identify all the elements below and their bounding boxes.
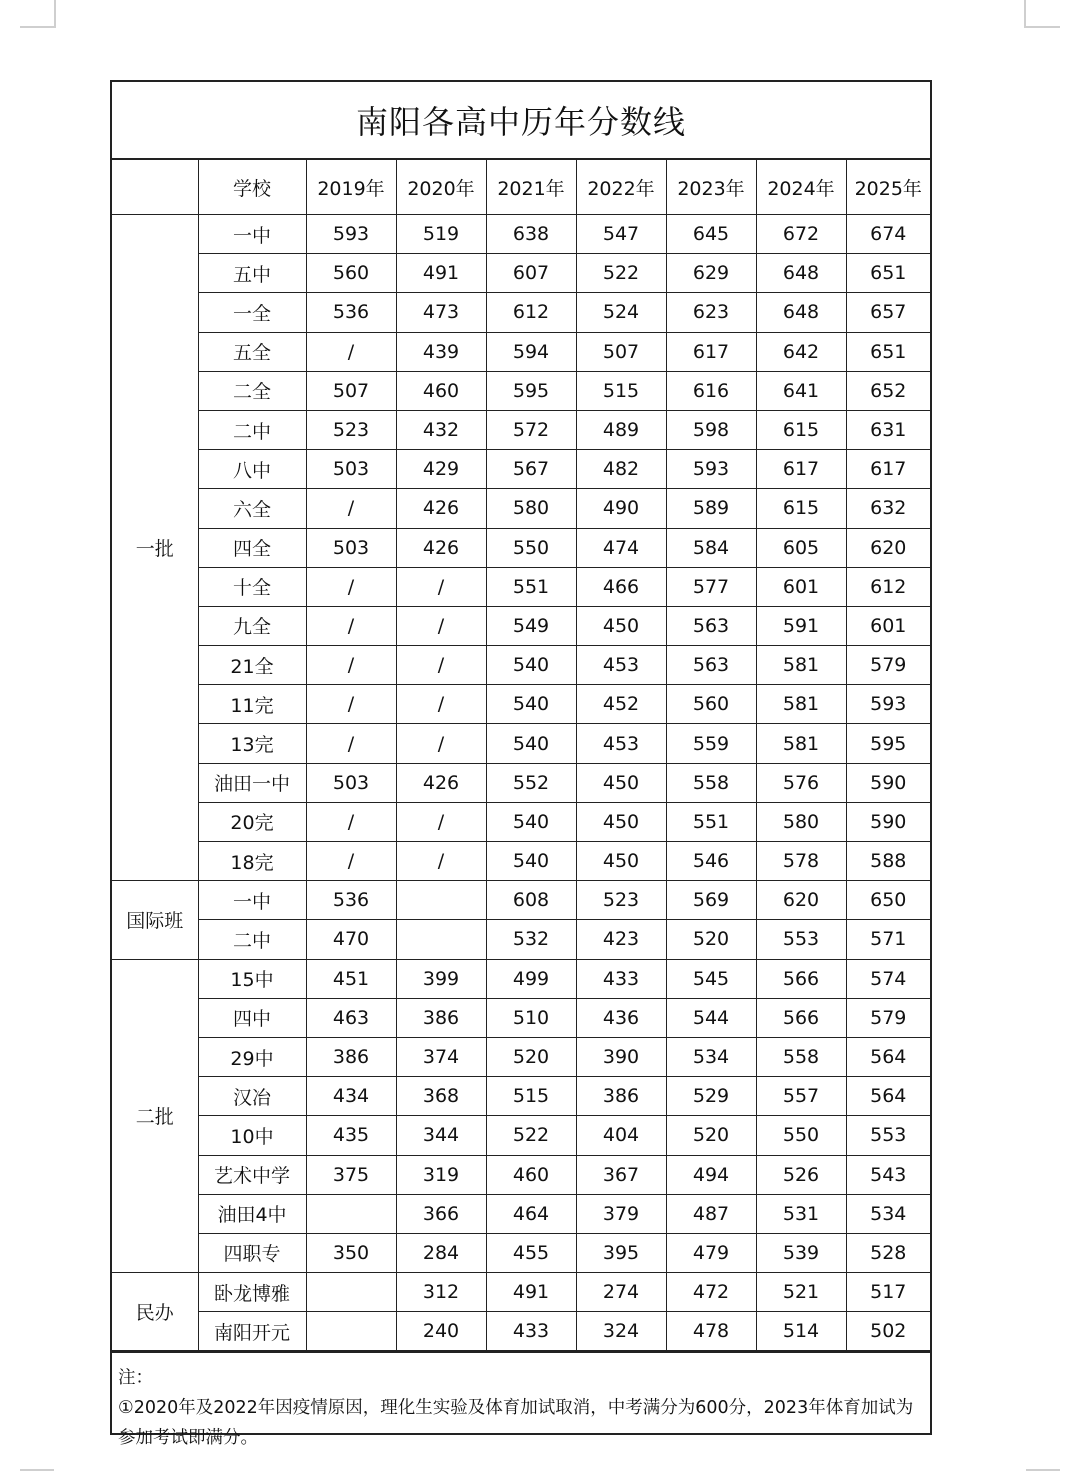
score-cell: 595 xyxy=(846,724,930,763)
score-cell: / xyxy=(306,606,396,645)
score-cell: 558 xyxy=(666,763,756,802)
score-cell: 515 xyxy=(486,1077,576,1116)
score-cell: 519 xyxy=(396,215,486,254)
score-cell: 563 xyxy=(666,606,756,645)
score-cell: 620 xyxy=(846,528,930,567)
table-row xyxy=(112,1273,930,1312)
header-year: 2020年 xyxy=(396,160,486,215)
score-cell: 540 xyxy=(486,685,576,724)
score-cell: 560 xyxy=(306,254,396,293)
score-cell: 540 xyxy=(486,802,576,841)
score-cell: 470 xyxy=(306,920,396,959)
school-name: 五全 xyxy=(198,332,306,371)
score-cell: 566 xyxy=(756,959,846,998)
table-row xyxy=(112,410,930,449)
score-cell: 553 xyxy=(756,920,846,959)
score-cell: 574 xyxy=(846,959,930,998)
crop-mark-top-left xyxy=(20,0,56,28)
score-cell: 546 xyxy=(666,842,756,881)
score-cell: 455 xyxy=(486,1233,576,1272)
score-cell: 674 xyxy=(846,215,930,254)
score-cell: / xyxy=(396,606,486,645)
score-cell: 491 xyxy=(486,1273,576,1312)
score-cell: / xyxy=(396,567,486,606)
score-cell: 350 xyxy=(306,1233,396,1272)
school-name: 29中 xyxy=(198,1037,306,1076)
score-cell: 645 xyxy=(666,215,756,254)
score-cell: 578 xyxy=(756,842,846,881)
score-cell: 453 xyxy=(576,724,666,763)
score-cell: 517 xyxy=(846,1273,930,1312)
score-cell: 450 xyxy=(576,842,666,881)
score-cell xyxy=(396,920,486,959)
table-row xyxy=(112,254,930,293)
score-cell: / xyxy=(306,646,396,685)
score-cell: 520 xyxy=(486,1037,576,1076)
score-cell: 550 xyxy=(486,528,576,567)
score-cell: 433 xyxy=(486,1312,576,1351)
score-cell: / xyxy=(306,489,396,528)
score-cell: 390 xyxy=(576,1037,666,1076)
score-cell: 617 xyxy=(756,450,846,489)
school-name: 九全 xyxy=(198,606,306,645)
score-cell: 474 xyxy=(576,528,666,567)
school-name: 油田4中 xyxy=(198,1194,306,1233)
score-cell: 514 xyxy=(756,1312,846,1351)
score-cell: 576 xyxy=(756,763,846,802)
score-cell: 450 xyxy=(576,763,666,802)
score-cell: 540 xyxy=(486,724,576,763)
score-cell: 615 xyxy=(756,489,846,528)
score-cell: 595 xyxy=(486,371,576,410)
score-cell: 651 xyxy=(846,332,930,371)
school-name: 一全 xyxy=(198,293,306,332)
score-cell: 540 xyxy=(486,646,576,685)
score-cell: 528 xyxy=(846,1233,930,1272)
table-row xyxy=(112,842,930,881)
score-cell: 615 xyxy=(756,410,846,449)
score-cell: / xyxy=(396,724,486,763)
score-cell: 479 xyxy=(666,1233,756,1272)
score-cell: 274 xyxy=(576,1273,666,1312)
score-table xyxy=(112,160,930,1351)
score-sheet xyxy=(110,80,932,1449)
score-cell: 612 xyxy=(846,567,930,606)
crop-mark-top-right xyxy=(1024,0,1060,28)
score-cell: 532 xyxy=(486,920,576,959)
score-cell: / xyxy=(396,842,486,881)
score-cell: 432 xyxy=(396,410,486,449)
score-cell: 452 xyxy=(576,685,666,724)
score-cell: / xyxy=(396,646,486,685)
header-year: 2025年 xyxy=(846,160,930,215)
score-cell: 284 xyxy=(396,1233,486,1272)
footnote-label: 注： xyxy=(118,1368,153,1389)
group-label: 二批 xyxy=(112,959,198,1273)
score-cell: 579 xyxy=(846,998,930,1037)
score-cell: 623 xyxy=(666,293,756,332)
score-cell: 507 xyxy=(576,332,666,371)
score-cell: 617 xyxy=(666,332,756,371)
score-cell: 521 xyxy=(756,1273,846,1312)
score-cell: 641 xyxy=(756,371,846,410)
score-cell: / xyxy=(396,802,486,841)
score-cell: 460 xyxy=(486,1155,576,1194)
table-row xyxy=(112,567,930,606)
score-cell xyxy=(306,1273,396,1312)
score-cell: 577 xyxy=(666,567,756,606)
score-cell: 567 xyxy=(486,450,576,489)
score-cell: 551 xyxy=(666,802,756,841)
score-cell: 672 xyxy=(756,215,846,254)
header-year: 2022年 xyxy=(576,160,666,215)
score-cell: 590 xyxy=(846,763,930,802)
score-cell: 620 xyxy=(756,881,846,920)
school-name: 艺术中学 xyxy=(198,1155,306,1194)
score-cell: 558 xyxy=(756,1037,846,1076)
table-row xyxy=(112,489,930,528)
school-name: 八中 xyxy=(198,450,306,489)
score-cell: / xyxy=(306,567,396,606)
score-cell: 590 xyxy=(846,802,930,841)
school-name: 二中 xyxy=(198,920,306,959)
score-cell: 344 xyxy=(396,1116,486,1155)
score-cell: 550 xyxy=(756,1116,846,1155)
table-row xyxy=(112,881,930,920)
score-cell: 473 xyxy=(396,293,486,332)
school-name: 六全 xyxy=(198,489,306,528)
score-cell: 616 xyxy=(666,371,756,410)
score-cell: / xyxy=(306,685,396,724)
score-cell: 580 xyxy=(486,489,576,528)
score-cell: 536 xyxy=(306,881,396,920)
score-cell: 502 xyxy=(846,1312,930,1351)
score-cell: / xyxy=(306,332,396,371)
score-cell: 608 xyxy=(486,881,576,920)
score-cell: 594 xyxy=(486,332,576,371)
school-name: 汉冶 xyxy=(198,1077,306,1116)
score-table-body xyxy=(112,215,930,1351)
score-cell: / xyxy=(306,842,396,881)
score-cell: 487 xyxy=(666,1194,756,1233)
score-cell: 460 xyxy=(396,371,486,410)
score-cell: 605 xyxy=(756,528,846,567)
score-cell: 375 xyxy=(306,1155,396,1194)
score-cell: 472 xyxy=(666,1273,756,1312)
score-cell: 564 xyxy=(846,1077,930,1116)
table-row xyxy=(112,371,930,410)
table-row xyxy=(112,528,930,567)
table-row xyxy=(112,685,930,724)
score-cell: 503 xyxy=(306,528,396,567)
table-row xyxy=(112,1116,930,1155)
table-row xyxy=(112,802,930,841)
score-cell: 436 xyxy=(576,998,666,1037)
table-row xyxy=(112,1155,930,1194)
score-cell: 433 xyxy=(576,959,666,998)
score-cell: 451 xyxy=(306,959,396,998)
score-cell: 453 xyxy=(576,646,666,685)
header-school: 学校 xyxy=(198,160,306,215)
score-cell: 563 xyxy=(666,646,756,685)
score-cell: 540 xyxy=(486,842,576,881)
score-cell: 386 xyxy=(576,1077,666,1116)
school-name: 四职专 xyxy=(198,1233,306,1272)
score-cell: 536 xyxy=(306,293,396,332)
table-row xyxy=(112,763,930,802)
score-cell: 395 xyxy=(576,1233,666,1272)
school-name: 13完 xyxy=(198,724,306,763)
school-name: 五中 xyxy=(198,254,306,293)
group-label: 国际班 xyxy=(112,881,198,959)
score-cell: 631 xyxy=(846,410,930,449)
score-cell: 515 xyxy=(576,371,666,410)
score-cell: 423 xyxy=(576,920,666,959)
score-cell: 450 xyxy=(576,802,666,841)
table-row xyxy=(112,1077,930,1116)
table-row xyxy=(112,215,930,254)
score-cell: 571 xyxy=(846,920,930,959)
score-cell: 593 xyxy=(846,685,930,724)
table-row xyxy=(112,293,930,332)
header-year: 2024年 xyxy=(756,160,846,215)
score-cell: 386 xyxy=(396,998,486,1037)
score-cell: 593 xyxy=(666,450,756,489)
score-cell: 601 xyxy=(846,606,930,645)
score-cell: 651 xyxy=(846,254,930,293)
school-name: 15中 xyxy=(198,959,306,998)
table-row xyxy=(112,450,930,489)
score-cell: 547 xyxy=(576,215,666,254)
score-cell: 580 xyxy=(756,802,846,841)
score-cell: 652 xyxy=(846,371,930,410)
page-title: 南阳各高中历年分数线 xyxy=(112,82,930,160)
score-cell: 629 xyxy=(666,254,756,293)
table-row xyxy=(112,646,930,685)
score-cell: 503 xyxy=(306,450,396,489)
score-cell: 466 xyxy=(576,567,666,606)
score-cell: 559 xyxy=(666,724,756,763)
school-name: 10中 xyxy=(198,1116,306,1155)
score-cell: 551 xyxy=(486,567,576,606)
score-cell: 523 xyxy=(306,410,396,449)
score-cell: 324 xyxy=(576,1312,666,1351)
score-cell: 523 xyxy=(576,881,666,920)
score-cell: 489 xyxy=(576,410,666,449)
school-name: 21全 xyxy=(198,646,306,685)
school-name: 一中 xyxy=(198,881,306,920)
score-cell: 426 xyxy=(396,528,486,567)
score-cell: 399 xyxy=(396,959,486,998)
score-cell: 572 xyxy=(486,410,576,449)
score-cell: 581 xyxy=(756,724,846,763)
score-cell: 545 xyxy=(666,959,756,998)
table-header-row xyxy=(112,160,930,215)
table-row xyxy=(112,1312,930,1351)
score-cell: 526 xyxy=(756,1155,846,1194)
school-name: 十全 xyxy=(198,567,306,606)
score-cell: 650 xyxy=(846,881,930,920)
score-cell: 581 xyxy=(756,685,846,724)
score-cell: 379 xyxy=(576,1194,666,1233)
score-cell: 319 xyxy=(396,1155,486,1194)
score-cell: 503 xyxy=(306,763,396,802)
score-cell: 657 xyxy=(846,293,930,332)
table-row xyxy=(112,959,930,998)
score-cell: 368 xyxy=(396,1077,486,1116)
score-cell: 601 xyxy=(756,567,846,606)
table-row xyxy=(112,332,930,371)
score-cell: 478 xyxy=(666,1312,756,1351)
score-cell: 588 xyxy=(846,842,930,881)
score-cell: 617 xyxy=(846,450,930,489)
score-cell: 549 xyxy=(486,606,576,645)
score-cell: 564 xyxy=(846,1037,930,1076)
table-row xyxy=(112,606,930,645)
score-cell: 429 xyxy=(396,450,486,489)
school-name: 18完 xyxy=(198,842,306,881)
table-row xyxy=(112,1194,930,1233)
score-cell: 435 xyxy=(306,1116,396,1155)
score-cell: 569 xyxy=(666,881,756,920)
header-group-cell xyxy=(112,160,198,215)
score-cell: 529 xyxy=(666,1077,756,1116)
footnote-text: ①2020年及2022年因疫情原因，理化生实验及体育加试取消，中考满分为600分，2023年体育加试为参加考试即满分。 xyxy=(118,1398,914,1449)
score-cell xyxy=(306,1194,396,1233)
table-row xyxy=(112,998,930,1037)
score-cell: 522 xyxy=(486,1116,576,1155)
score-cell: 566 xyxy=(756,998,846,1037)
score-cell: 584 xyxy=(666,528,756,567)
school-name: 油田一中 xyxy=(198,763,306,802)
score-cell: 490 xyxy=(576,489,666,528)
table-row xyxy=(112,724,930,763)
score-cell: 552 xyxy=(486,763,576,802)
score-cell: 642 xyxy=(756,332,846,371)
score-cell: 426 xyxy=(396,489,486,528)
score-cell: 510 xyxy=(486,998,576,1037)
score-cell: 464 xyxy=(486,1194,576,1233)
score-cell: 499 xyxy=(486,959,576,998)
school-name: 四全 xyxy=(198,528,306,567)
score-cell: 434 xyxy=(306,1077,396,1116)
score-cell: 404 xyxy=(576,1116,666,1155)
score-cell: 579 xyxy=(846,646,930,685)
school-name: 二全 xyxy=(198,371,306,410)
header-year: 2019年 xyxy=(306,160,396,215)
table-row xyxy=(112,1233,930,1272)
school-name: 卧龙博雅 xyxy=(198,1273,306,1312)
score-cell: 482 xyxy=(576,450,666,489)
score-cell: 612 xyxy=(486,293,576,332)
score-cell xyxy=(396,881,486,920)
score-cell: 534 xyxy=(666,1037,756,1076)
score-cell: 367 xyxy=(576,1155,666,1194)
score-cell: 632 xyxy=(846,489,930,528)
score-cell: 589 xyxy=(666,489,756,528)
score-cell: 522 xyxy=(576,254,666,293)
score-cell xyxy=(306,1312,396,1351)
score-cell: 539 xyxy=(756,1233,846,1272)
table-row xyxy=(112,1037,930,1076)
score-cell: / xyxy=(396,685,486,724)
footnote xyxy=(112,1351,930,1453)
score-cell: 494 xyxy=(666,1155,756,1194)
score-cell: / xyxy=(306,724,396,763)
score-cell: 386 xyxy=(306,1037,396,1076)
score-cell: 439 xyxy=(396,332,486,371)
header-year: 2023年 xyxy=(666,160,756,215)
school-name: 二中 xyxy=(198,410,306,449)
score-cell: / xyxy=(306,802,396,841)
score-cell: 607 xyxy=(486,254,576,293)
school-name: 四中 xyxy=(198,998,306,1037)
score-cell: 553 xyxy=(846,1116,930,1155)
score-cell: 544 xyxy=(666,998,756,1037)
school-name: 一中 xyxy=(198,215,306,254)
score-cell: 638 xyxy=(486,215,576,254)
school-name: 南阳开元 xyxy=(198,1312,306,1351)
score-cell: 520 xyxy=(666,1116,756,1155)
score-cell: 534 xyxy=(846,1194,930,1233)
score-cell: 374 xyxy=(396,1037,486,1076)
header-year: 2021年 xyxy=(486,160,576,215)
score-cell: 520 xyxy=(666,920,756,959)
school-name: 11完 xyxy=(198,685,306,724)
score-cell: 426 xyxy=(396,763,486,802)
score-cell: 491 xyxy=(396,254,486,293)
score-cell: 450 xyxy=(576,606,666,645)
group-label: 一批 xyxy=(112,215,198,881)
score-cell: 366 xyxy=(396,1194,486,1233)
school-name: 20完 xyxy=(198,802,306,841)
score-cell: 593 xyxy=(306,215,396,254)
score-cell: 240 xyxy=(396,1312,486,1351)
score-cell: 543 xyxy=(846,1155,930,1194)
score-cell: 560 xyxy=(666,685,756,724)
score-cell: 557 xyxy=(756,1077,846,1116)
score-cell: 591 xyxy=(756,606,846,645)
score-cell: 648 xyxy=(756,293,846,332)
score-cell: 581 xyxy=(756,646,846,685)
score-cell: 524 xyxy=(576,293,666,332)
group-label: 民办 xyxy=(112,1273,198,1351)
score-cell: 598 xyxy=(666,410,756,449)
score-cell: 507 xyxy=(306,371,396,410)
score-cell: 531 xyxy=(756,1194,846,1233)
table-row xyxy=(112,920,930,959)
score-cell: 463 xyxy=(306,998,396,1037)
score-cell: 648 xyxy=(756,254,846,293)
score-cell: 312 xyxy=(396,1273,486,1312)
